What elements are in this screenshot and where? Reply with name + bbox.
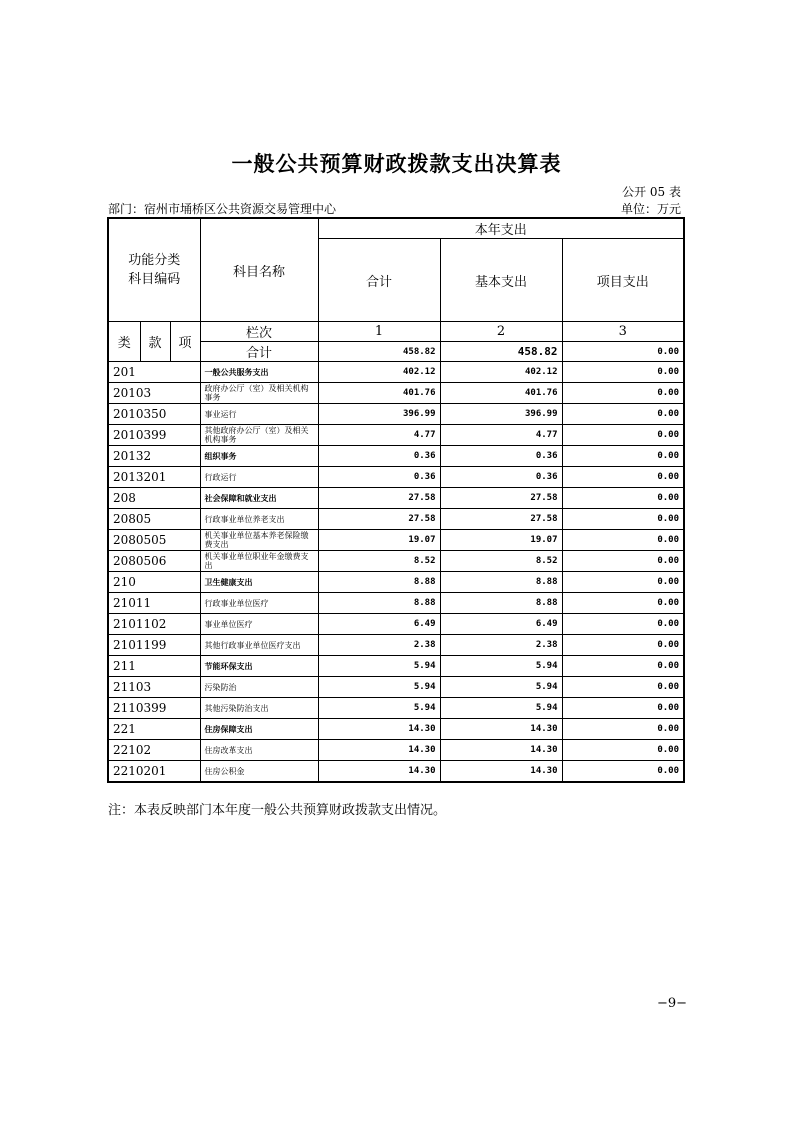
row-subject-name: 社会保障和就业支出 <box>200 488 318 509</box>
row-code: 211 <box>108 656 200 677</box>
row-subject-name: 机关事业单位职业年金缴费支出 <box>200 551 318 572</box>
row-total: 8.52 <box>318 551 440 572</box>
row-subject-name: 行政事业单位养老支出 <box>200 509 318 530</box>
table-row <box>108 404 684 425</box>
row-project: 0.00 <box>562 467 684 488</box>
row-total: 27.58 <box>318 509 440 530</box>
row-total: 5.94 <box>318 677 440 698</box>
row-basic: 8.88 <box>440 572 562 593</box>
row-code: 20132 <box>108 446 200 467</box>
table-row <box>108 530 684 551</box>
table-code: 公开 05 表 <box>622 185 681 199</box>
lanci-header: 栏次 <box>200 322 318 342</box>
row-basic: 6.49 <box>440 614 562 635</box>
row-total: 6.49 <box>318 614 440 635</box>
sum-project: 0.00 <box>562 342 684 362</box>
table-row <box>108 425 684 446</box>
row-total: 0.36 <box>318 446 440 467</box>
row-basic: 14.30 <box>440 719 562 740</box>
row-code: 20805 <box>108 509 200 530</box>
row-total: 8.88 <box>318 593 440 614</box>
lei-header: 类 <box>108 322 140 362</box>
table-row <box>108 677 684 698</box>
row-code: 2101102 <box>108 614 200 635</box>
row-basic: 5.94 <box>440 656 562 677</box>
row-project: 0.00 <box>562 425 684 446</box>
row-total: 401.76 <box>318 383 440 404</box>
table-row <box>108 467 684 488</box>
xiang-header: 项 <box>170 322 200 362</box>
project-header: 项目支出 <box>562 239 684 322</box>
row-project: 0.00 <box>562 593 684 614</box>
table-row <box>108 761 684 783</box>
row-code: 22102 <box>108 740 200 761</box>
this-year-header: 本年支出 <box>318 218 684 239</box>
row-basic: 5.94 <box>440 698 562 719</box>
row-code: 21011 <box>108 593 200 614</box>
row-code: 2010399 <box>108 425 200 446</box>
table-row <box>108 656 684 677</box>
table-row <box>108 698 684 719</box>
row-project: 0.00 <box>562 698 684 719</box>
row-code: 2210201 <box>108 761 200 783</box>
row-project: 0.00 <box>562 677 684 698</box>
footnote: 注：本表反映部门本年度一般公共预算财政拨款支出情况。 <box>108 803 447 818</box>
sum-basic: 458.82 <box>440 342 562 362</box>
row-project: 0.00 <box>562 572 684 593</box>
func-class-header: 功能分类 科目编码 <box>108 218 200 322</box>
row-project: 0.00 <box>562 509 684 530</box>
row-project: 0.00 <box>562 530 684 551</box>
table-row <box>108 593 684 614</box>
row-total: 14.30 <box>318 740 440 761</box>
row-project: 0.00 <box>562 446 684 467</box>
row-code: 2101199 <box>108 635 200 656</box>
table-row <box>108 614 684 635</box>
row-basic: 402.12 <box>440 362 562 383</box>
row-subject-name: 住房公积金 <box>200 761 318 783</box>
row-basic: 4.77 <box>440 425 562 446</box>
row-code: 208 <box>108 488 200 509</box>
row-total: 27.58 <box>318 488 440 509</box>
row-basic: 5.94 <box>440 677 562 698</box>
row-total: 0.36 <box>318 467 440 488</box>
row-code: 210 <box>108 572 200 593</box>
row-basic: 27.58 <box>440 509 562 530</box>
row-subject-name: 组织事务 <box>200 446 318 467</box>
row-subject-name: 节能环保支出 <box>200 656 318 677</box>
col1-header: 1 <box>318 322 440 342</box>
row-project: 0.00 <box>562 635 684 656</box>
row-basic: 19.07 <box>440 530 562 551</box>
row-basic: 396.99 <box>440 404 562 425</box>
row-basic: 27.58 <box>440 488 562 509</box>
table-row <box>108 572 684 593</box>
row-basic: 2.38 <box>440 635 562 656</box>
row-project: 0.00 <box>562 656 684 677</box>
row-total: 5.94 <box>318 698 440 719</box>
row-basic: 0.36 <box>440 446 562 467</box>
row-basic: 0.36 <box>440 467 562 488</box>
row-code: 2010350 <box>108 404 200 425</box>
row-subject-name: 卫生健康支出 <box>200 572 318 593</box>
row-code: 201 <box>108 362 200 383</box>
row-subject-name: 住房保障支出 <box>200 719 318 740</box>
row-subject-name: 一般公共服务支出 <box>200 362 318 383</box>
row-total: 5.94 <box>318 656 440 677</box>
row-subject-name: 事业运行 <box>200 404 318 425</box>
sum-total: 458.82 <box>318 342 440 362</box>
row-subject-name: 机关事业单位基本养老保险缴费支出 <box>200 530 318 551</box>
subject-name-header: 科目名称 <box>200 218 318 322</box>
row-subject-name: 住房改革支出 <box>200 740 318 761</box>
row-subject-name: 其他污染防治支出 <box>200 698 318 719</box>
row-code: 20103 <box>108 383 200 404</box>
table-row <box>108 719 684 740</box>
row-total: 4.77 <box>318 425 440 446</box>
table-row <box>108 383 684 404</box>
row-subject-name: 污染防治 <box>200 677 318 698</box>
row-code: 2013201 <box>108 467 200 488</box>
row-total: 2.38 <box>318 635 440 656</box>
row-total: 14.30 <box>318 761 440 783</box>
row-project: 0.00 <box>562 740 684 761</box>
row-code: 2110399 <box>108 698 200 719</box>
total-header: 合计 <box>318 239 440 322</box>
row-project: 0.00 <box>562 383 684 404</box>
row-total: 19.07 <box>318 530 440 551</box>
page-title: 一般公共预算财政拨款支出决算表 <box>231 151 562 176</box>
row-total: 402.12 <box>318 362 440 383</box>
table-row <box>108 635 684 656</box>
row-project: 0.00 <box>562 719 684 740</box>
row-subject-name: 其他行政事业单位医疗支出 <box>200 635 318 656</box>
row-basic: 14.30 <box>440 740 562 761</box>
row-code: 2080506 <box>108 551 200 572</box>
unit-label: 单位：万元 <box>620 202 681 216</box>
row-code: 2080505 <box>108 530 200 551</box>
table-row <box>108 551 684 572</box>
row-code: 221 <box>108 719 200 740</box>
table-row <box>108 446 684 467</box>
budget-table <box>107 217 685 783</box>
row-total: 396.99 <box>318 404 440 425</box>
table-body <box>108 362 684 783</box>
row-total: 14.30 <box>318 719 440 740</box>
row-project: 0.00 <box>562 614 684 635</box>
table-row <box>108 362 684 383</box>
row-subject-name: 事业单位医疗 <box>200 614 318 635</box>
row-project: 0.00 <box>562 551 684 572</box>
row-subject-name: 政府办公厅（室）及相关机构事务 <box>200 383 318 404</box>
row-basic: 8.88 <box>440 593 562 614</box>
row-basic: 401.76 <box>440 383 562 404</box>
table-row <box>108 488 684 509</box>
row-project: 0.00 <box>562 488 684 509</box>
row-code: 21103 <box>108 677 200 698</box>
row-total: 8.88 <box>318 572 440 593</box>
row-project: 0.00 <box>562 761 684 783</box>
row-project: 0.00 <box>562 362 684 383</box>
col2-header: 2 <box>440 322 562 342</box>
page-number: −9− <box>656 996 687 1011</box>
sum-label: 合计 <box>200 342 318 362</box>
row-project: 0.00 <box>562 404 684 425</box>
basic-header: 基本支出 <box>440 239 562 322</box>
table-row <box>108 509 684 530</box>
col3-header: 3 <box>562 322 684 342</box>
row-subject-name: 其他政府办公厅（室）及相关机构事务 <box>200 425 318 446</box>
row-subject-name: 行政事业单位医疗 <box>200 593 318 614</box>
row-basic: 8.52 <box>440 551 562 572</box>
kuan-header: 款 <box>140 322 170 362</box>
row-basic: 14.30 <box>440 761 562 783</box>
row-subject-name: 行政运行 <box>200 467 318 488</box>
table-row <box>108 740 684 761</box>
department-label: 部门：宿州市埇桥区公共资源交易管理中心 <box>108 202 337 216</box>
